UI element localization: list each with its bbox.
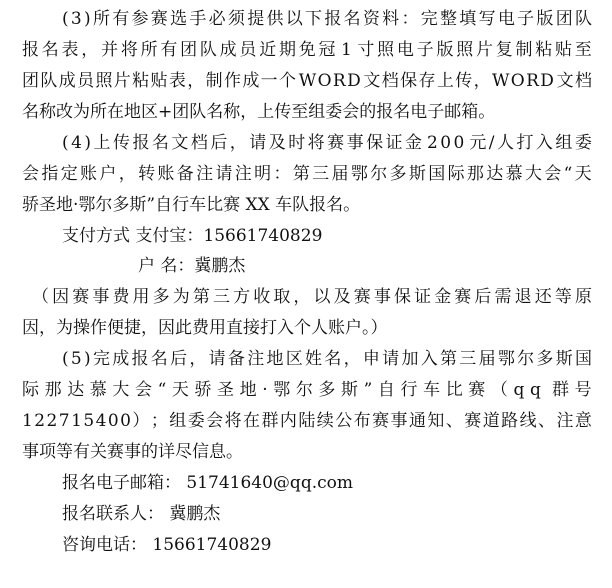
account-name: 户 名：冀鹏杰 xyxy=(138,256,246,276)
paragraph-5-line-4: 事项等有关赛事的详尽信息。 xyxy=(22,442,243,462)
paragraph-4-line-2: 会 指 定 账 户 ， 转 账 备 注 请 注 明 ： 第 三 届 鄂 尔 多 斯 国 际 那 达 慕 大 会 “ 天 xyxy=(22,164,592,184)
paragraph-3-line-1: ( 3 ) 所 有 参 赛 选 手 必 须 提 供 以 下 报 名 资 料 ： 完 整 填 写 电 子 版 团 队 xyxy=(62,9,592,29)
contact-phone: 咨询电话： 15661740829 xyxy=(62,535,272,555)
contact-email: 报名电子邮箱： 51741640@qq.com xyxy=(62,473,353,493)
paragraph-5-line-3: 1 2 2 7 1 5 4 0 0 ） ； 组 委 会 将 在 群 内 陆 续 公 布 赛 事 通 知 、 赛 道 路 线 、 注 意 xyxy=(22,411,592,431)
paragraph-4-line-1: ( 4 ) 上 传 报 名 文 档 后 ， 请 及 时 将 赛 事 保 证 金 2 0 0 元 / 人 打 入 组 委 xyxy=(62,133,592,153)
paragraph-3-line-3: 团 队 成 员 照 片 粘 贴 表 ， 制 作 成 一 个 W O R D 文 档 保 存 上 传 ， W O R D 文 档 xyxy=(22,71,592,91)
fee-note-line-2: 因，为操作便捷，因此费用直接打入个人账户。） xyxy=(22,318,388,338)
payment-method: 支付方式 支付宝：15661740829 xyxy=(62,226,323,246)
paragraph-5-line-1: ( 5 ) 完 成 报 名 后 ， 请 备 注 地 区 姓 名 ， 申 请 加 入 第 三 届 鄂 尔 多 斯 国 xyxy=(62,349,592,369)
paragraph-5-line-2: 际 那 达 慕 大 会 “ 天 骄 圣 地 · 鄂 尔 多 斯 ” 自 行 车 比 赛 （ q q 群 号 xyxy=(22,380,592,400)
fee-note-line-1: （ 因 赛 事 费 用 多 为 第 三 方 收 取 ， 以 及 赛 事 保 证 金 赛 后 需 退 还 等 原 xyxy=(32,287,592,307)
paragraph-3-line-2: 报 名 表 ， 并 将 所 有 团 队 成 员 近 期 免 冠 1 寸 照 电 子 版 照 片 复 制 粘 贴 至 xyxy=(22,40,592,60)
paragraph-4-line-3: 骄圣地·鄂尔多斯”自行车比赛 XX 车队报名。 xyxy=(22,195,361,215)
paragraph-3-line-4: 名称改为所在地区+团队名称，上传至组委会的报名电子邮箱。 xyxy=(22,102,496,122)
contact-person: 报名联系人： 冀鹏杰 xyxy=(62,504,221,524)
